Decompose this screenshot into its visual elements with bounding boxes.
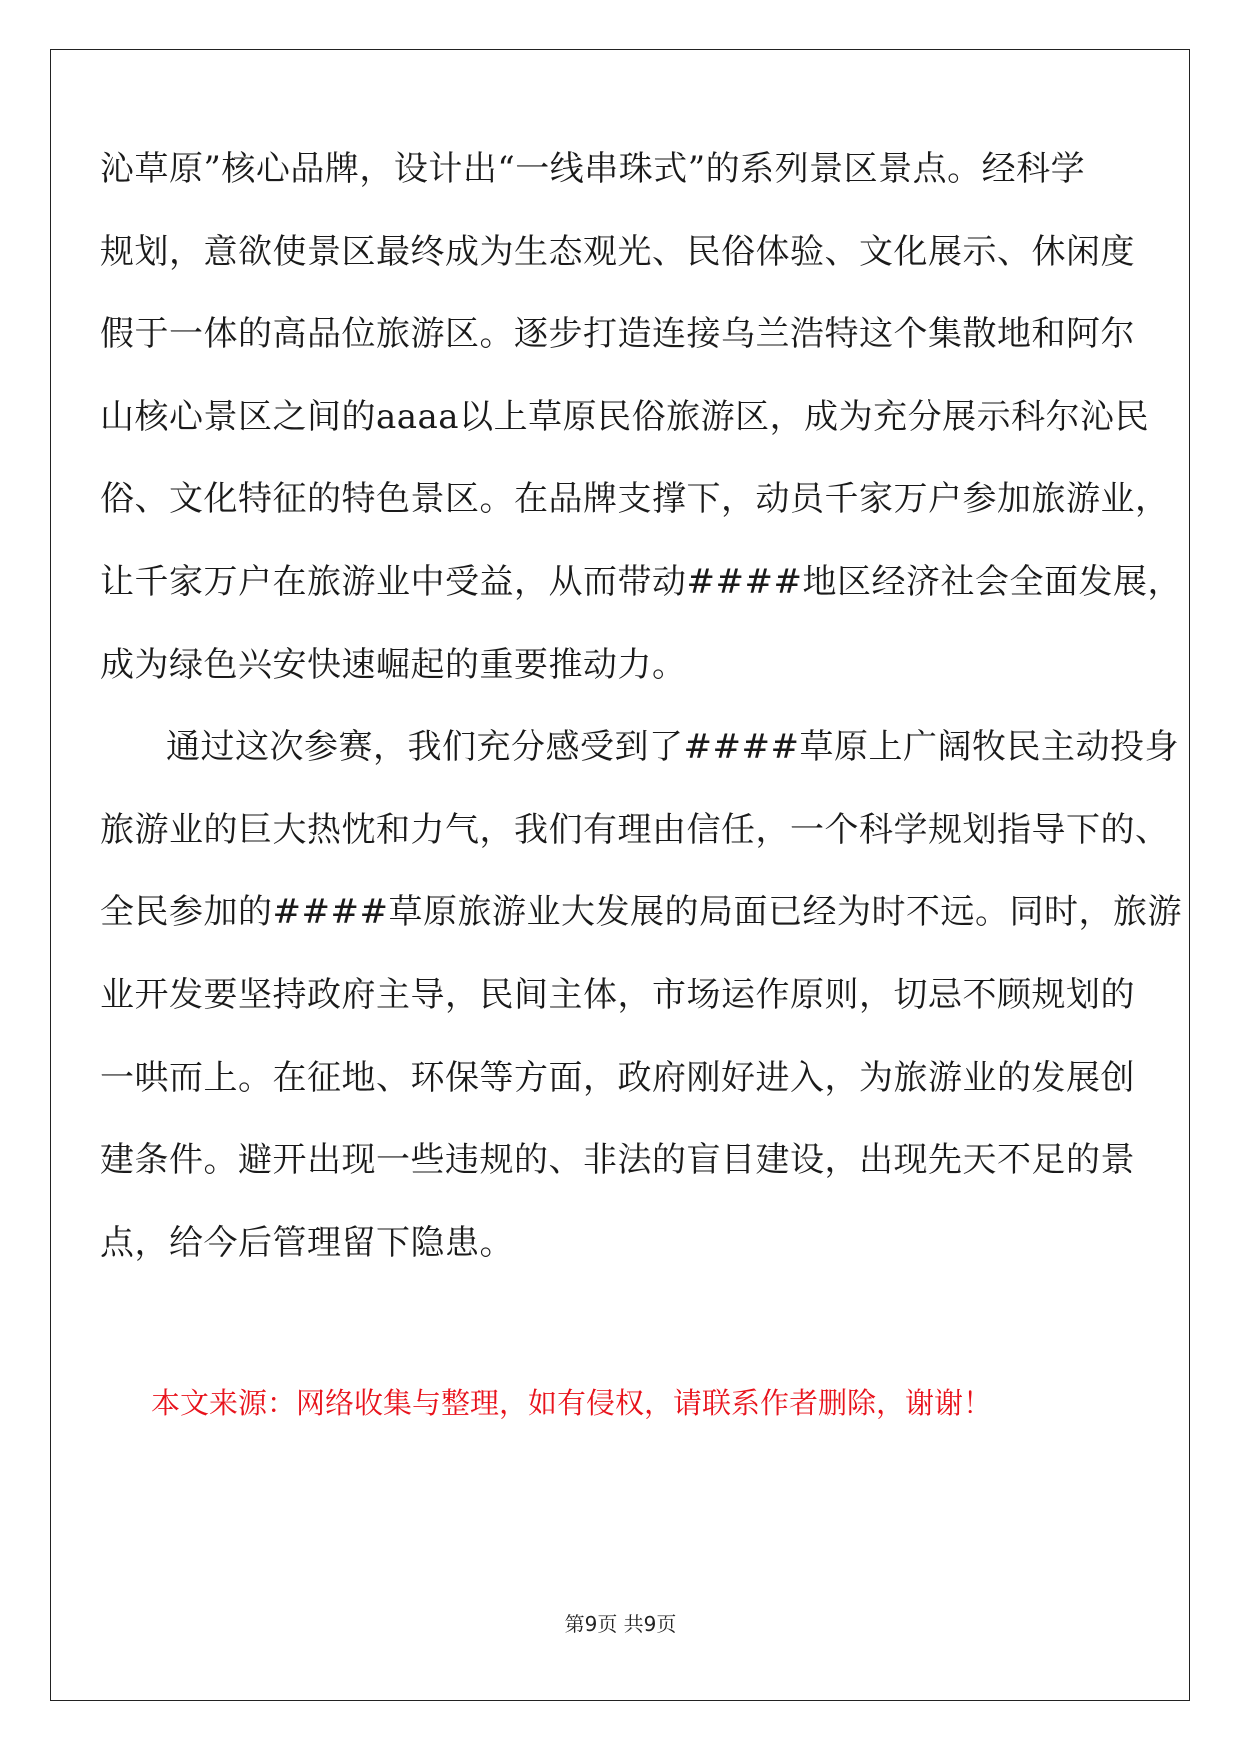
text-line: 旅游业的巨大热忱和力气，我们有理由信任，一个科学规划指导下的、 [100, 809, 1170, 850]
text-line: 俗、文化特征的特色景区。在品牌支撑下，动员千家万户参加旅游业， [100, 479, 1170, 520]
text-line: 业开发要坚持政府主导，民间主体，市场运作原则，切忌不顾规划的 [100, 974, 1135, 1015]
text-line: 山核心景区之间的aaaa以上草原民俗旅游区，成为充分展示科尔沁民 [100, 396, 1150, 437]
text-line: 建条件。避开出现一些违规的、非法的盲目建设，出现先天不足的景 [100, 1140, 1135, 1181]
body-text [100, 128, 1182, 1284]
text-line: 成为绿色兴安快速崛起的重要推动力。 [100, 644, 687, 685]
paragraph-start-line: 通过这次参赛，我们充分感受到了####草原上广阔牧民主动投身 [166, 727, 1179, 768]
page-footer: 第9页 共9页 [564, 1612, 677, 1636]
text-line: 点，给今后管理留下隐患。 [100, 1222, 514, 1263]
text-line: 沁草原”核心品牌，设计出“一线串珠式”的系列景区景点。经科学 [100, 149, 1086, 189]
text-line: 规划，意欲使景区最终成为生态观光、民俗体验、文化展示、休闲度 [100, 231, 1135, 272]
text-line: 全民参加的####草原旅游业大发展的局面已经为时不远。同时，旅游 [100, 892, 1182, 933]
text-line: 一哄而上。在征地、环保等方面，政府刚好进入，为旅游业的发展创 [100, 1057, 1135, 1098]
text-line: 假于一体的高品位旅游区。逐步打造连接乌兰浩特这个集散地和阿尔 [100, 314, 1135, 355]
source-note: 本文来源：网络收集与整理，如有侵权，请联系作者删除，谢谢！ [151, 1386, 993, 1420]
text-line: 让千家万户在旅游业中受益，从而带动####地区经济社会全面发展， [100, 561, 1182, 602]
